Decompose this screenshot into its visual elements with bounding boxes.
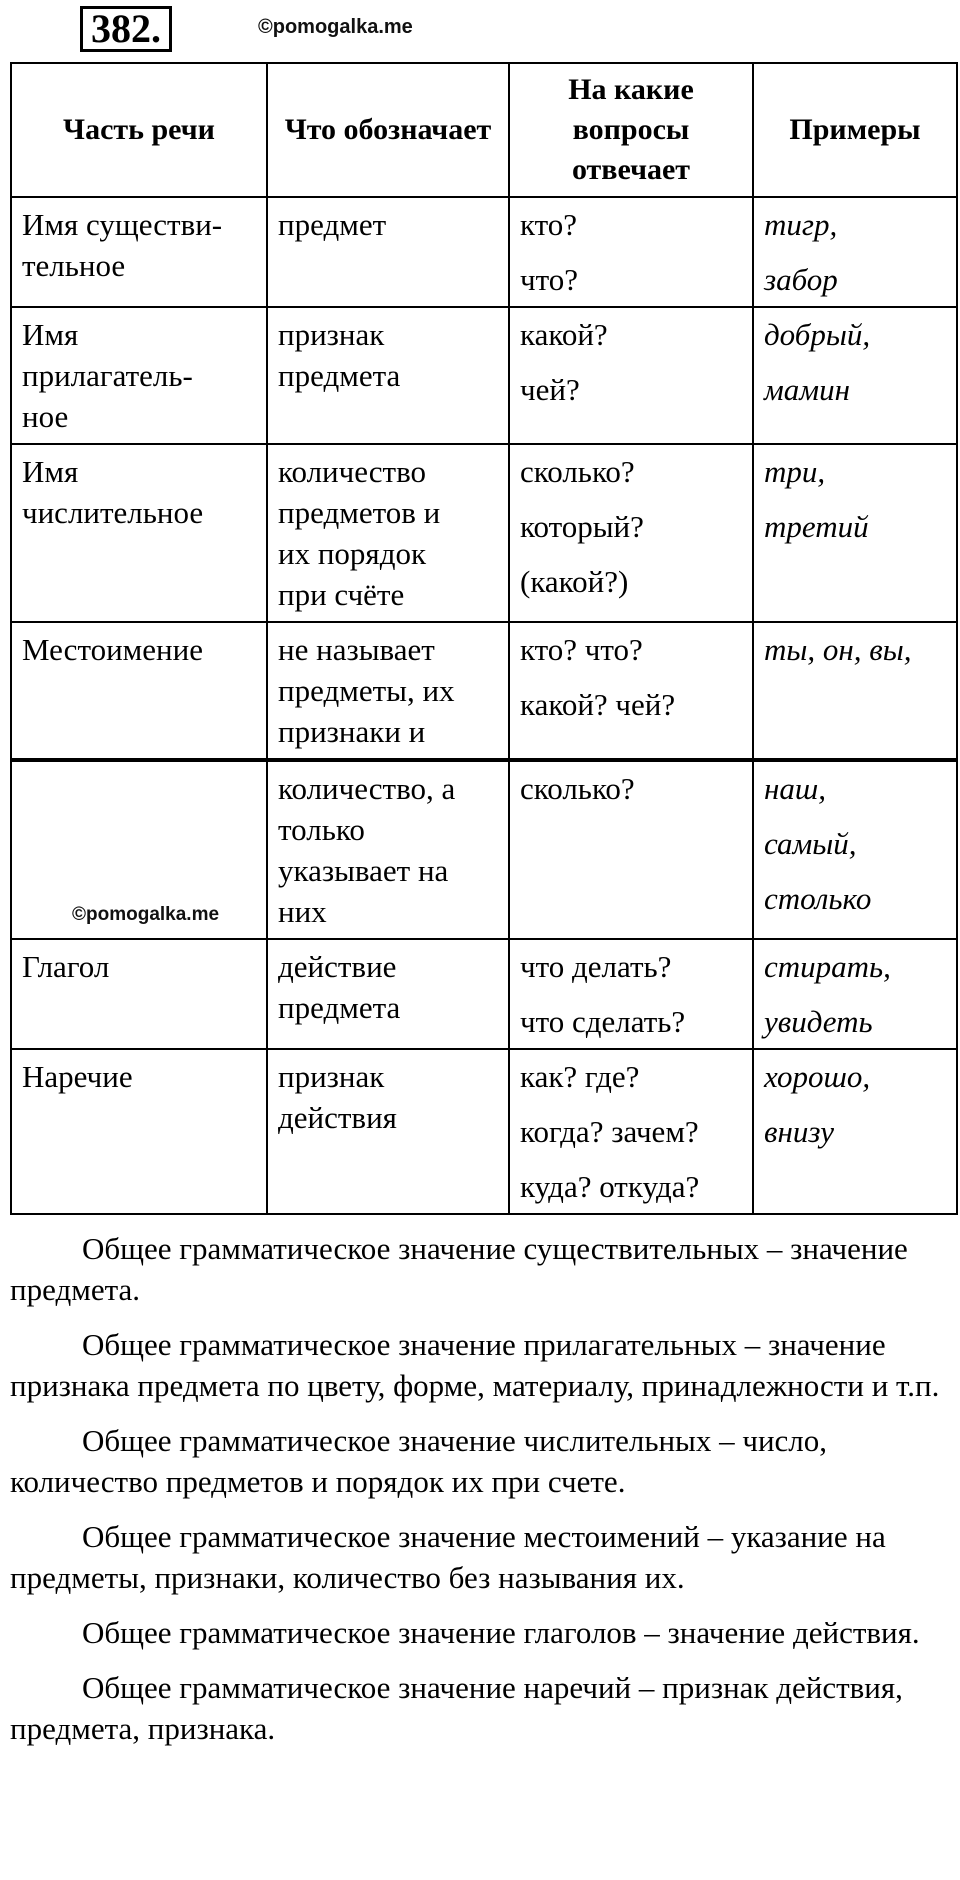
task-number: 382. (80, 6, 172, 52)
cell-examples (753, 307, 957, 444)
cell-part-of-speech (11, 444, 267, 622)
cell-examples (753, 939, 957, 1049)
cell-part-of-speech-line: тельное (22, 248, 126, 283)
table-row (11, 307, 957, 444)
cell-part-of-speech-line: Имя существи- (22, 207, 223, 242)
table-row (11, 939, 957, 1049)
cell-meaning-line: не называет (278, 632, 435, 667)
cell-examples-line: наш, (764, 771, 827, 806)
cell-meaning (267, 307, 509, 444)
cell-meaning-line: действие (278, 949, 397, 984)
cell-questions (509, 622, 753, 759)
table-row (11, 444, 957, 622)
cell-questions-line: сколько? (520, 454, 635, 489)
cell-examples-line: самый, (764, 826, 857, 861)
cell-part-of-speech-line: Местоимение (22, 632, 203, 667)
parts-of-speech-table-part-1 (10, 62, 958, 760)
cell-meaning-line: действия (278, 1100, 397, 1135)
cell-questions (509, 939, 753, 1049)
cell-meaning (267, 761, 509, 939)
cell-meaning-line: количество (278, 454, 426, 489)
cell-examples-line: хорошо, (764, 1059, 871, 1094)
cell-meaning-line: признак (278, 317, 385, 352)
cell-part-of-speech-line: числительное (22, 495, 204, 530)
cell-meaning-line: них (278, 894, 327, 929)
cell-questions-line: (какой?) (520, 564, 629, 599)
paragraph: Общее грамматическое значение числительных – число, количество предметов и порядок их при счете. (10, 1423, 828, 1499)
cell-questions-line: когда? зачем? (520, 1114, 699, 1149)
cell-part-of-speech (11, 197, 267, 307)
cell-meaning-line: только (278, 812, 365, 847)
cell-examples (753, 444, 957, 622)
cell-meaning (267, 197, 509, 307)
cell-meaning-line: при счёте (278, 577, 405, 612)
cell-examples-line: три, (764, 454, 826, 489)
cell-examples-line: стирать, (764, 949, 891, 984)
parts-of-speech-table-part-2 (10, 760, 958, 1215)
cell-meaning-line: предмет (278, 207, 387, 242)
cell-meaning-line: предмета (278, 990, 401, 1025)
paragraph: Общее грамматическое значение прилагательных – значение признака предмета по цвету, форме, материалу, принадлежности и т.п. (10, 1327, 940, 1403)
cell-meaning-line: указывает на (278, 853, 449, 888)
cell-questions (509, 761, 753, 939)
paragraph: Общее грамматическое значение глаголов – значение действия. (82, 1615, 920, 1650)
cell-questions-line: чей? (520, 372, 580, 407)
cell-meaning-line: их порядок (278, 536, 427, 571)
paragraph: Общее грамматическое значение существительных – значение предмета. (10, 1231, 908, 1307)
cell-examples (753, 1049, 957, 1214)
cell-part-of-speech-line: Глагол (22, 949, 110, 984)
table-header-row (11, 63, 957, 197)
table-row (11, 1049, 957, 1214)
cell-examples-line: ты, он, вы, (764, 632, 912, 667)
cell-examples (753, 622, 957, 759)
cell-part-of-speech-line: Имя (22, 317, 79, 352)
cell-examples-line: добрый, (764, 317, 871, 352)
watermark-top: ©pomogalka.me (258, 16, 413, 38)
cell-questions-line: что делать? (520, 949, 672, 984)
cell-questions (509, 197, 753, 307)
header-questions: На какие вопросы отвечает (509, 63, 753, 197)
cell-questions-line: как? где? (520, 1059, 640, 1094)
cell-examples-line: забор (764, 262, 838, 297)
cell-part-of-speech (11, 307, 267, 444)
cell-part-of-speech-line: Наречие (22, 1059, 133, 1094)
cell-meaning-line: признак (278, 1059, 385, 1094)
cell-examples-line: внизу (764, 1114, 834, 1149)
cell-questions (509, 1049, 753, 1214)
cell-examples-line: третий (764, 509, 869, 544)
cell-examples (753, 197, 957, 307)
header-meaning: Что обозначает (267, 63, 509, 197)
cell-questions-line: что? (520, 262, 578, 297)
cell-meaning-line: признаки и (278, 714, 426, 749)
cell-questions-line: куда? откуда? (520, 1169, 700, 1204)
cell-questions-line: что сделать? (520, 1004, 686, 1039)
cell-meaning-line: количество, а (278, 771, 456, 806)
cell-examples-line: столько (764, 881, 872, 916)
cell-part-of-speech (11, 1049, 267, 1214)
watermark-middle: ©pomogalka.me (72, 904, 220, 925)
cell-questions-line: который? (520, 509, 644, 544)
cell-examples-line: мамин (764, 372, 850, 407)
cell-questions-line: сколько? (520, 771, 635, 806)
cell-meaning (267, 1049, 509, 1214)
cell-meaning (267, 444, 509, 622)
header-examples: Примеры (753, 63, 957, 197)
cell-meaning (267, 939, 509, 1049)
cell-part-of-speech-line: Имя (22, 454, 79, 489)
cell-examples-line: тигр, (764, 207, 838, 242)
table-row (11, 622, 957, 759)
cell-questions-line: кто? (520, 207, 578, 242)
cell-questions (509, 444, 753, 622)
table-row (11, 197, 957, 307)
paragraph: Общее грамматическое значение местоимений – указание на предметы, признаки, количество без называния их. (10, 1519, 886, 1595)
cell-meaning-line: предметов и (278, 495, 441, 530)
summary-paragraphs (10, 1228, 950, 1763)
cell-questions-line: какой? чей? (520, 687, 676, 722)
cell-examples-line: увидеть (764, 1004, 873, 1039)
header-part-of-speech: Часть речи (11, 63, 267, 197)
cell-meaning-line: предмета (278, 358, 401, 393)
cell-questions (509, 307, 753, 444)
cell-meaning-line: предметы, их (278, 673, 455, 708)
cell-meaning (267, 622, 509, 759)
paragraph: Общее грамматическое значение наречий – признак действия, предмета, признака. (10, 1670, 903, 1746)
cell-part-of-speech-line: ное (22, 399, 69, 434)
cell-part-of-speech (11, 939, 267, 1049)
cell-part-of-speech-line: прилагатель- (22, 358, 193, 393)
cell-part-of-speech (11, 622, 267, 759)
cell-questions-line: кто? что? (520, 632, 643, 667)
cell-questions-line: какой? (520, 317, 608, 352)
cell-examples (753, 761, 957, 939)
